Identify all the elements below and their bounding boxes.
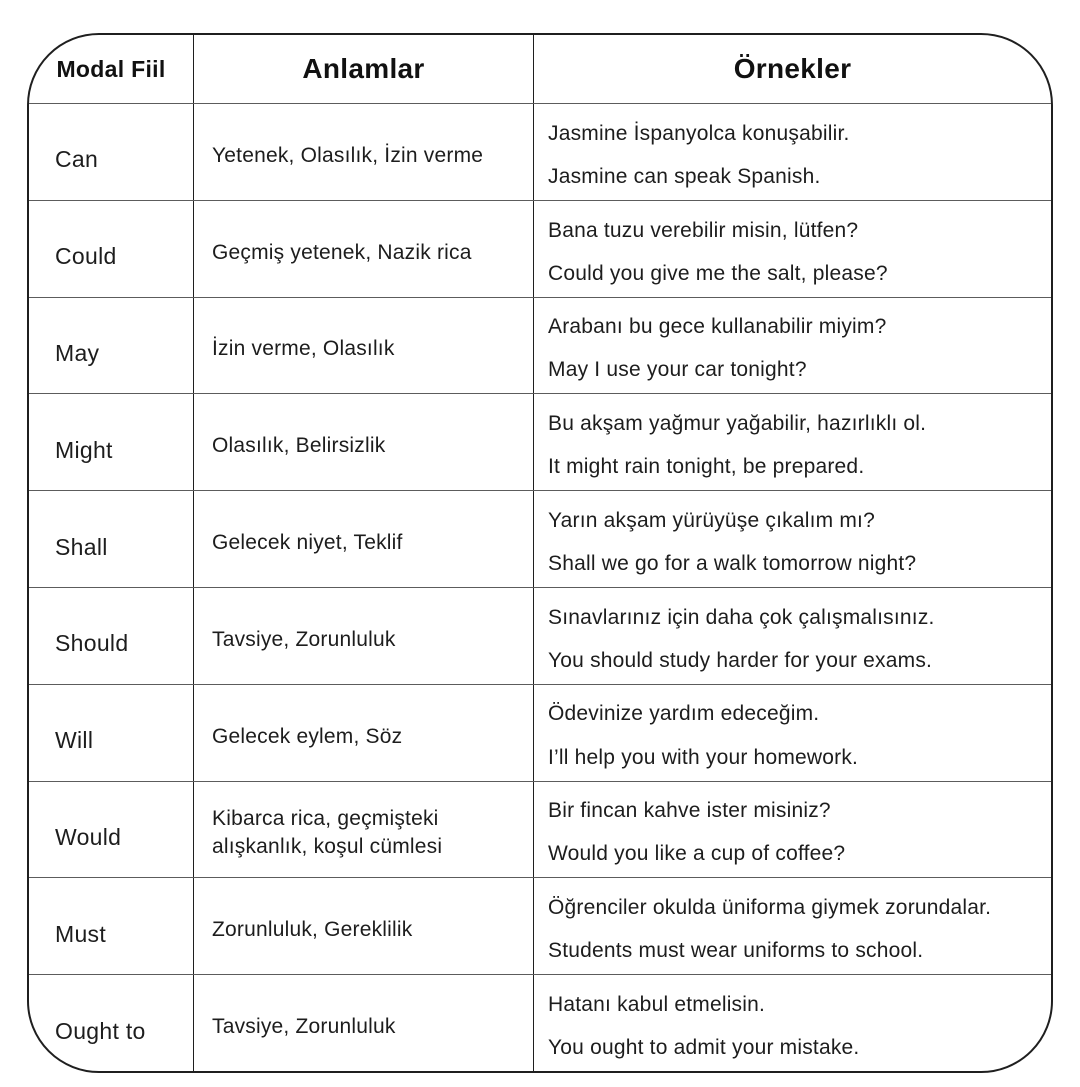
table-row [29,103,1051,200]
meaning: Gelecek niyet, Teklif [194,491,534,587]
modal-verb: Might [29,394,194,490]
modal-verb: Could [29,201,194,297]
meaning: Tavsiye, Zorunluluk [194,588,534,684]
table-row [29,200,1051,297]
example-english: Students must wear uniforms to school. [548,939,924,963]
examples-cell [534,491,1051,587]
modal-verb: Ought to [29,975,194,1071]
meaning: Tavsiye, Zorunluluk [194,975,534,1071]
example-english: Jasmine can speak Spanish. [548,164,821,188]
example-turkish: Bu akşam yağmur yağabilir, hazırlıklı ol. [548,412,927,436]
examples-cell [534,394,1051,490]
table-row [29,297,1051,394]
modal-verbs-table [27,33,1053,1073]
table-row [29,684,1051,781]
modal-verb: Would [29,782,194,878]
table-row [29,490,1051,587]
example-english: I’ll help you with your homework. [548,745,859,769]
example-english: Could you give me the salt, please? [548,261,888,285]
meaning: Geçmiş yetenek, Nazik rica [194,201,534,297]
examples-cell [534,685,1051,781]
meaning: Yetenek, Olasılık, İzin verme [194,104,534,200]
modal-verb: May [29,298,194,394]
example-turkish: Hatanı kabul etmelisin. [548,992,766,1016]
table-row [29,877,1051,974]
example-turkish: Bir fincan kahve ister misiniz? [548,799,831,823]
table-header-row [29,35,1051,103]
example-turkish: Sınavlarınız için daha çok çalışmalısınız. [548,605,935,629]
modal-verb: Will [29,685,194,781]
modal-verb: Shall [29,491,194,587]
meaning: Gelecek eylem, Söz [194,685,534,781]
table-row [29,587,1051,684]
meaning: İzin verme, Olasılık [194,298,534,394]
column-header-modal-fiil: Modal Fiil [29,35,194,103]
example-turkish: Ödevinize yardım edeceğim. [548,702,820,726]
examples-cell [534,975,1051,1071]
meaning: Olasılık, Belirsizlik [194,394,534,490]
examples-cell [534,104,1051,200]
example-turkish: Öğrenciler okulda üniforma giymek zorundalar. [548,896,992,920]
modal-verb: Can [29,104,194,200]
example-turkish: Arabanı bu gece kullanabilir miyim? [548,315,887,339]
examples-cell [534,588,1051,684]
example-english: You should study harder for your exams. [548,648,933,672]
example-english: It might rain tonight, be prepared. [548,455,865,479]
example-turkish: Bana tuzu verebilir misin, lütfen? [548,218,859,242]
modal-verb: Should [29,588,194,684]
table-row [29,974,1051,1071]
example-english: Shall we go for a walk tomorrow night? [548,552,917,576]
example-english: Would you like a cup of coffee? [548,842,846,866]
examples-cell [534,878,1051,974]
example-english: You ought to admit your mistake. [548,1036,860,1060]
modal-verb: Must [29,878,194,974]
example-english: May I use your car tonight? [548,358,807,382]
table-row [29,393,1051,490]
examples-cell [534,782,1051,878]
example-turkish: Jasmine İspanyolca konuşabilir. [548,121,850,145]
column-header-ornekler: Örnekler [733,53,852,84]
table-row [29,781,1051,878]
examples-cell [534,298,1051,394]
meaning: Kibarca rica, geçmişteki alışkanlık, koşul cümlesi [194,782,534,878]
examples-cell [534,201,1051,297]
column-header-anlamlar: Anlamlar [194,35,534,103]
example-turkish: Yarın akşam yürüyüşe çıkalım mı? [548,508,875,532]
meaning: Zorunluluk, Gereklilik [194,878,534,974]
